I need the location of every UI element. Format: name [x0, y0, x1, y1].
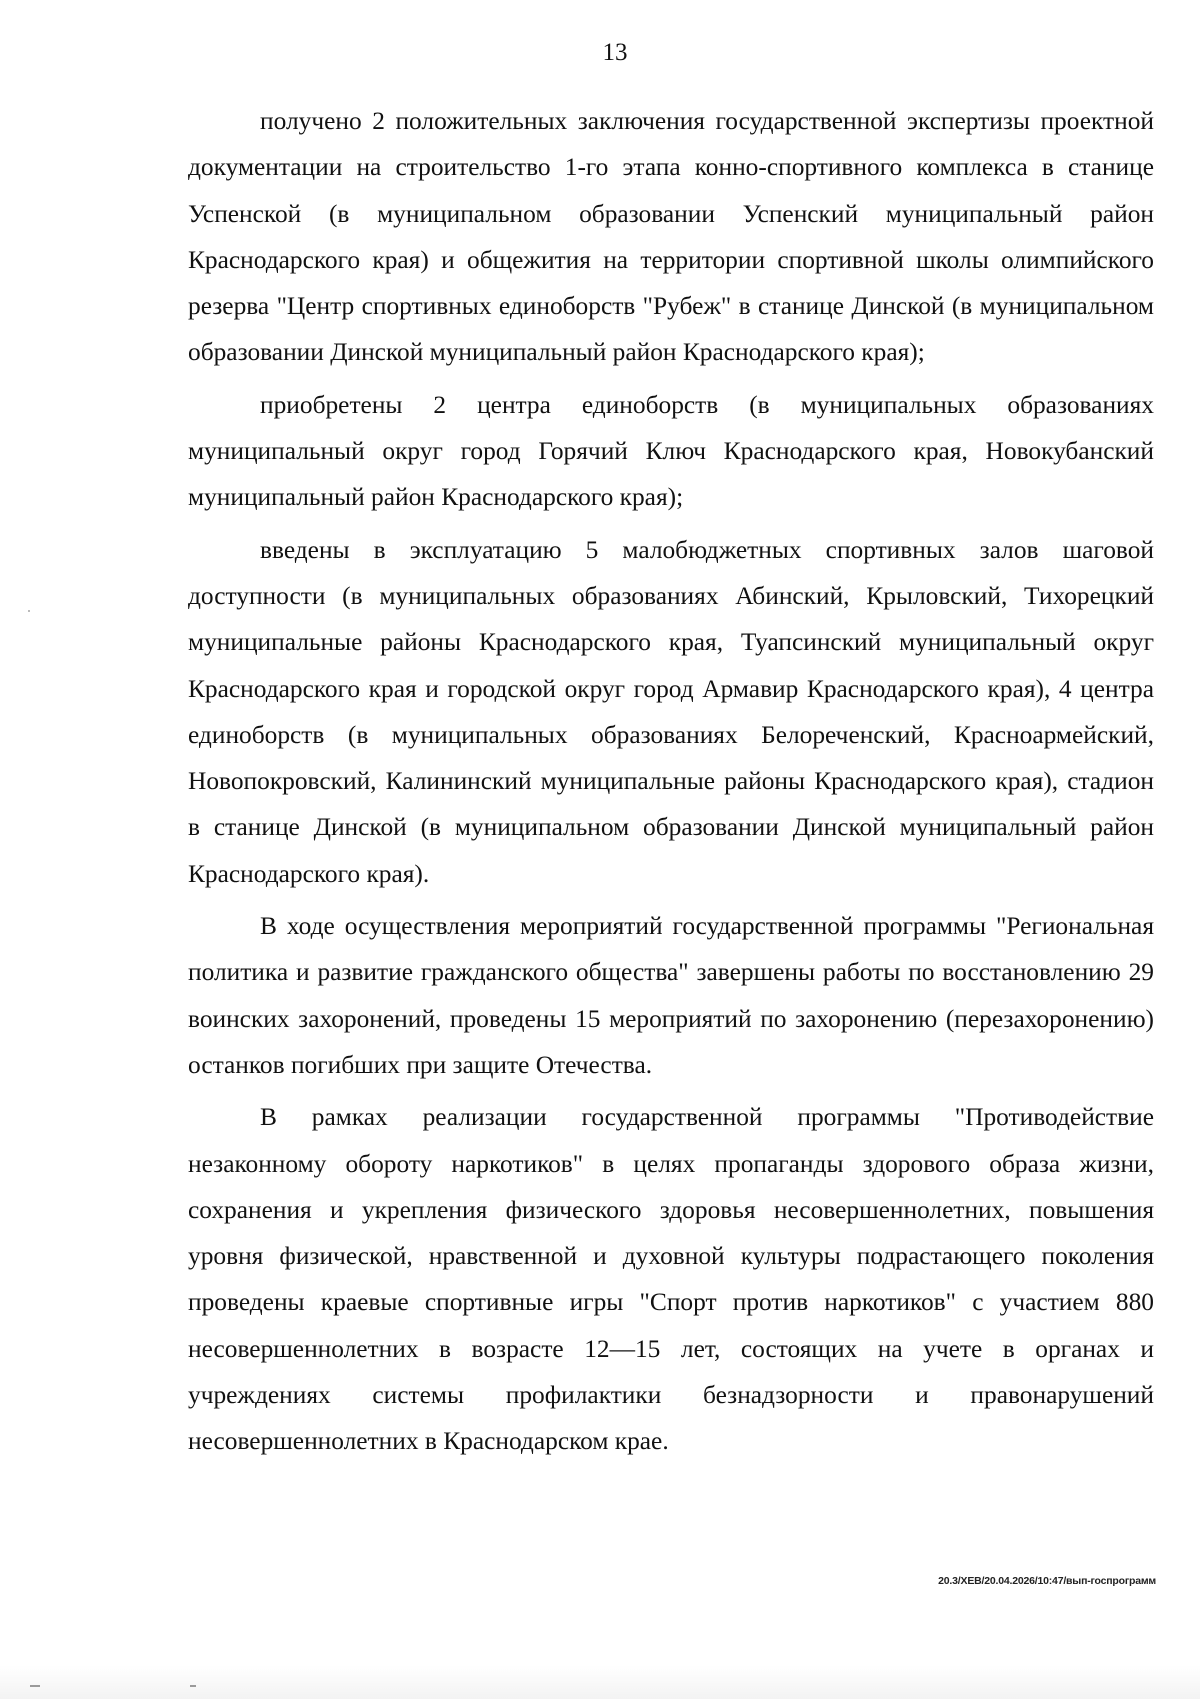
scan-artifact-mark [30, 1685, 40, 1687]
paragraph-sports-halls: введены в эксплуатацию 5 малобюджетных спортивных залов шаговой доступности (в муниципальных образованиях Абинский, Крыловский, Тихорецкий муниципальные районы Краснодарского края, Туапсинский муниципальный округ Краснодарского края и городской округ город Армавир Краснодарского края), 4 центра единоборств (в муниципальных образованиях Белореченский, Красноармейский, Новопокровский, Калининский муниципальные районы Краснодарского края), стадион в станице Динской (в муниципальном образовании Динской муниципальный район Краснодарского края). [188, 535, 1154, 888]
paragraph-combat-centers: приобретены 2 центра единоборств (в муниципальных образованиях муниципальный округ город Горячий Ключ Краснодарского края, Новокубанский муниципальный район Краснодарского края); [188, 390, 1154, 512]
scan-artifact-mark [190, 1685, 196, 1687]
scan-bottom-edge [0, 1665, 1200, 1699]
body-text [188, 98, 1154, 1471]
scan-artifact-dot [28, 610, 30, 612]
page-number: 13 [602, 39, 628, 66]
document-footer-stamp: 20.3/ХЕВ/20.04.2026/10:47/вып-госпрограмм [938, 1575, 1156, 1587]
paragraph-expertise: получено 2 положительных заключения государственной экспертизы проектной документации на строительство 1-го этапа конно-спортивного комплекса в станице Успенской (в муниципальном образовании Успенский муниципальный район Краснодарского края) и общежития на территории спортивной школы олимпийского резерва "Центр спортивных единоборств "Рубеж" в станице Динской (в муниципальном образовании Динской муниципальный район Краснодарского края); [188, 107, 1154, 367]
paragraph-anti-drug-games: В рамках реализации государственной программы "Противодействие незаконному обороту наркотиков" в целях пропаганды здорового образа жизни, сохранения и укрепления физического здоровья несовершеннолетних, повышения уровня физической, нравственной и духовной культуры подрастающего поколения проведены краевые спортивные игры "Спорт против наркотиков" с участием 880 несовершеннолетних в возрасте 12—15 лет, состоящих на учете в органах и учреждениях системы профилактики безнадзорности и правонарушений несовершеннолетних в Краснодарском крае. [188, 1103, 1154, 1456]
paragraph-military-burials: В ходе осуществления мероприятий государственной программы "Региональная политика и развитие гражданского общества" завершены работы по восстановлению 29 воинских захоронений, проведены 15 мероприятий по захоронению (перезахоронению) останков погибших при защите Отечества. [188, 912, 1154, 1079]
